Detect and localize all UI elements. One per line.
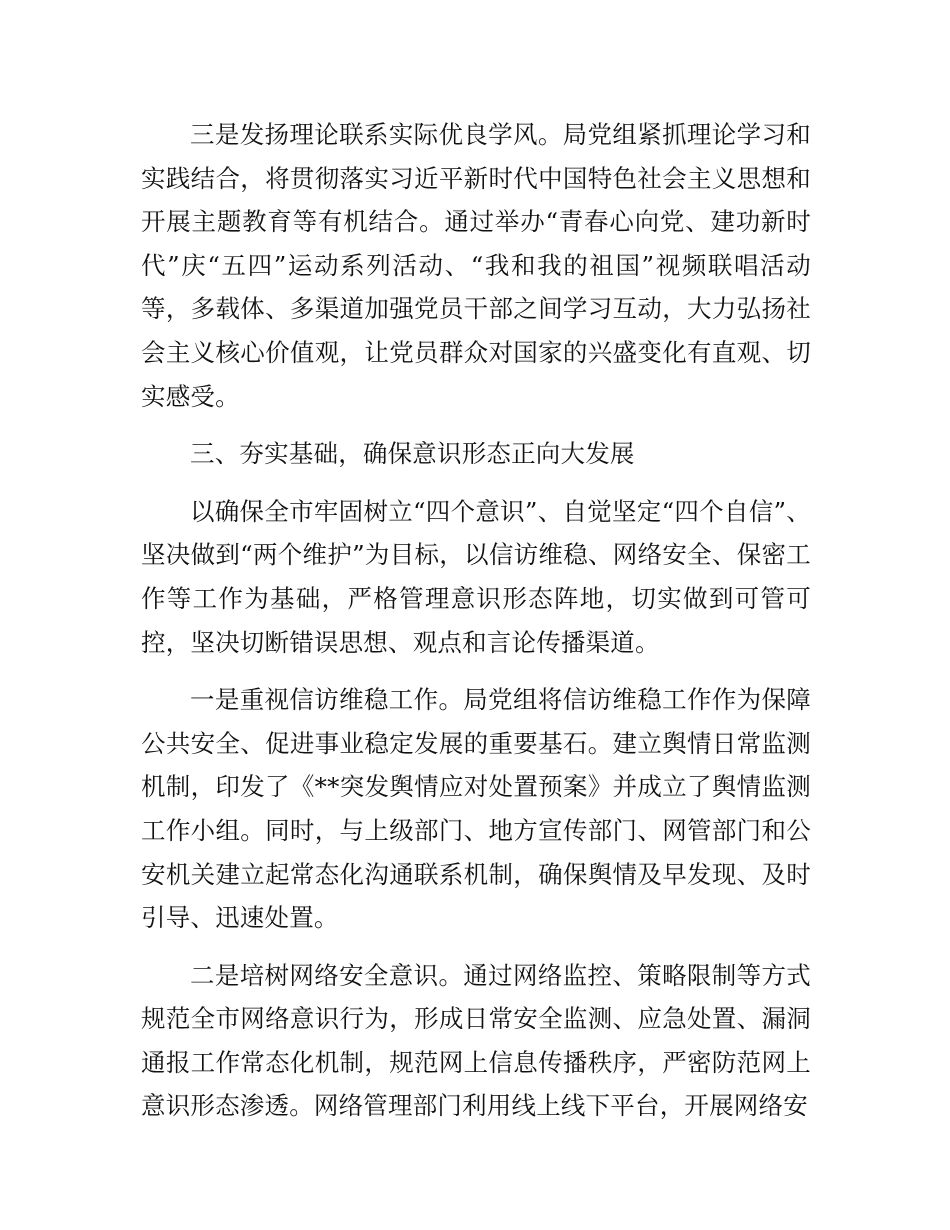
paragraph-study-style: 三是发扬理论联系实际优良学风。局党组紧抓理论学习和实践结合，将贯彻落实习近平新时代中国特色社会主义思想和开展主题教育等有机结合。通过举办“青春心向党、建功新时代”庆“五四”运动系列活动、“我和我的祖国”视频联唱活动等，多载体、多渠道加强党员干部之间学习互动，大力弘扬社会主义核心价值观，让党员群众对国家的兴盛变化有直观、切实感受。 <box>141 120 811 411</box>
document-body <box>141 113 811 1142</box>
section-heading-foundation: 三、夯实基础，确保意识形态正向大发展 <box>190 439 635 469</box>
paragraph-petition-stability: 一是重视信访维稳工作。局党组将信访维稳工作作为保障公共安全、促进事业稳定发展的重要基石。建立舆情日常监测机制，印发了《**突发舆情应对处置预案》并成立了舆情监测工作小组。同时，与上级部门、地方宣传部门、网管部门和公安机关建立起常态化沟通联系机制，确保舆情及早发现、及时引导、迅速处置。 <box>141 685 811 933</box>
paragraph-ideology-goal: 以确保全市牢固树立“四个意识”、自觉坚定“四个自信”、坚决做到“两个维护”为目标，以信访维稳、网络安全、保密工作等工作为基础，严格管理意识形态阵地，切实做到可管可控，坚决切断错误思想、观点和言论传播渠道。 <box>141 496 811 657</box>
paragraph-network-security: 二是培树网络安全意识。通过网络监控、策略限制等方式规范全市网络意识行为，形成日常安全监测、应急处置、漏洞通报工作常态化机制，规范网上信息传播秩序，严密防范网上意识形态渗透。网络管理部门利用线上线下平台，开展网络安 <box>141 960 811 1121</box>
